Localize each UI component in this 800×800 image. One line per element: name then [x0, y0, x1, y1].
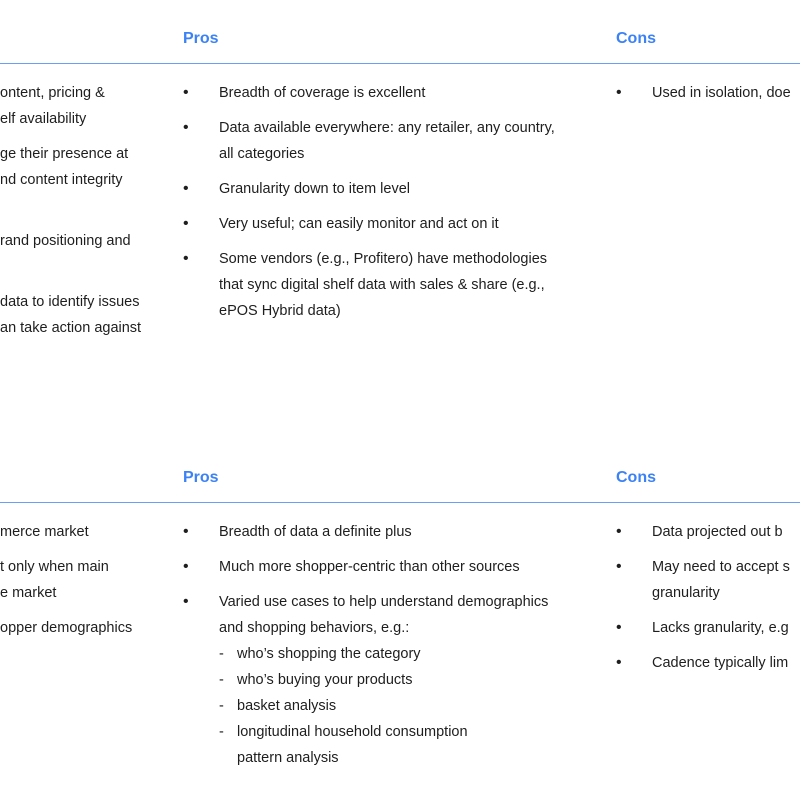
cons-item: Data projected out b: [652, 524, 783, 540]
bullet-icon: •: [183, 215, 189, 232]
left-text-line: merce market: [0, 524, 89, 540]
pros-subitem: who’s buying your products: [237, 672, 413, 688]
pros-item-cont: and shopping behaviors, e.g.:: [219, 620, 410, 636]
cons-item-cont: granularity: [652, 585, 720, 601]
cons-item: Cadence typically lim: [652, 655, 789, 671]
pros-subitem: who’s shopping the category: [237, 646, 421, 662]
pros-item-cont: all categories: [219, 146, 305, 162]
bullet-icon: •: [183, 593, 189, 610]
dash-icon: -: [219, 672, 224, 688]
bullet-icon: •: [183, 250, 189, 267]
left-text-line: t only when main: [0, 559, 109, 575]
pros-subitem: basket analysis: [237, 698, 337, 714]
bullet-icon: •: [616, 558, 622, 575]
left-text-line: ge their presence at: [0, 146, 129, 162]
bullet-icon: •: [183, 558, 189, 575]
left-text-line: an take action against: [0, 320, 142, 336]
bullet-icon: •: [616, 619, 622, 636]
pros-item: Some vendors (e.g., Profitero) have methodologies: [219, 251, 548, 267]
left-text-line: elf availability: [0, 111, 87, 127]
pros-item: Breadth of data a definite plus: [219, 524, 412, 540]
left-text-line: nd content integrity: [0, 172, 123, 188]
bullet-icon: •: [616, 654, 622, 671]
pros-subitem: longitudinal household consumption: [237, 724, 468, 740]
cons-item: Used in isolation, doe: [652, 85, 791, 101]
cons-heading: Cons: [616, 30, 656, 47]
bullet-icon: •: [183, 523, 189, 540]
pros-subitem-cont: pattern analysis: [237, 750, 339, 766]
left-text-line: ontent, pricing &: [0, 85, 105, 101]
cons-item: Lacks granularity, e.g: [652, 620, 789, 636]
cons-heading: Cons: [616, 469, 656, 486]
cons-item: May need to accept s: [652, 559, 790, 575]
dash-icon: -: [219, 698, 224, 714]
pros-item: Varied use cases to help understand demographics: [219, 594, 549, 610]
header-rule: [0, 502, 800, 503]
pros-item: Data available everywhere: any retailer, any country,: [219, 120, 555, 136]
left-text-line: rand positioning and: [0, 233, 131, 249]
bullet-icon: •: [616, 84, 622, 101]
pros-heading: Pros: [183, 469, 219, 486]
pros-item: Breadth of coverage is excellent: [219, 85, 426, 101]
left-text-line: opper demographics: [0, 620, 133, 636]
bullet-icon: •: [183, 119, 189, 136]
bullet-icon: •: [616, 523, 622, 540]
pros-item-cont: ePOS Hybrid data): [219, 303, 341, 319]
pros-heading: Pros: [183, 30, 219, 47]
left-text-line: e market: [0, 585, 57, 601]
pros-item: Granularity down to item level: [219, 181, 410, 197]
dash-icon: -: [219, 724, 224, 740]
pros-item: Very useful; can easily monitor and act on it: [219, 216, 499, 232]
bullet-icon: •: [183, 84, 189, 101]
left-text-line: data to identify issues: [0, 294, 140, 310]
dash-icon: -: [219, 646, 224, 662]
pros-item-cont: that sync digital shelf data with sales & share (e.g.,: [219, 277, 545, 293]
bullet-icon: •: [183, 180, 189, 197]
pros-item: Much more shopper-centric than other sources: [219, 559, 520, 575]
